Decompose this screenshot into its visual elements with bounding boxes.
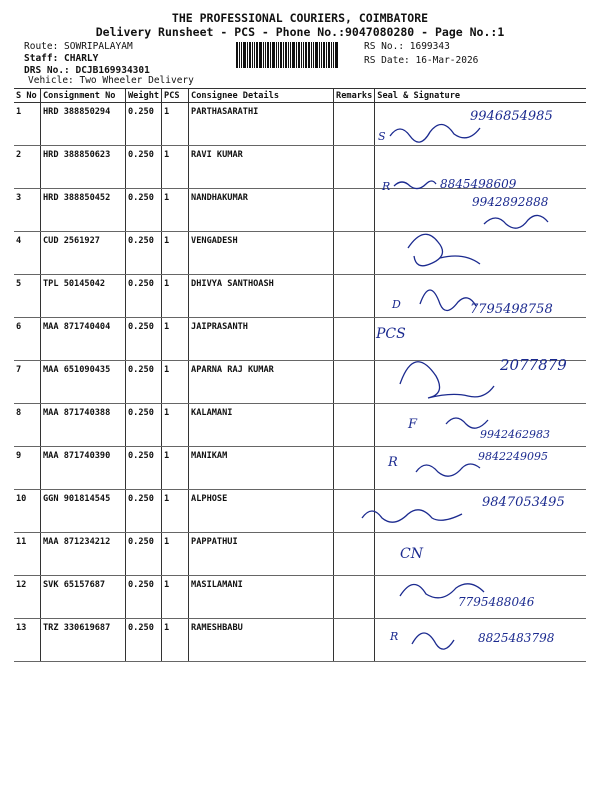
col-signature: Seal & Signature bbox=[375, 89, 586, 103]
cell-consignment: SVK 65157687 bbox=[41, 576, 126, 619]
cell-sno: 4 bbox=[14, 232, 41, 275]
barcode-bar bbox=[335, 42, 338, 68]
cell-signature bbox=[375, 361, 586, 404]
cell-sno: 1 bbox=[14, 103, 41, 146]
col-weight: Weight bbox=[126, 89, 162, 103]
barcode-bar bbox=[333, 42, 334, 68]
cell-remarks bbox=[334, 146, 375, 189]
cell-consignment: MAA 871740404 bbox=[41, 318, 126, 361]
cell-pcs: 1 bbox=[162, 447, 189, 490]
barcode-bar bbox=[283, 42, 284, 68]
runsheet-table bbox=[14, 88, 586, 662]
cell-remarks bbox=[334, 619, 375, 662]
cell-weight: 0.250 bbox=[126, 533, 162, 576]
signature-phone-3: 9942892888 bbox=[472, 195, 549, 209]
cell-remarks bbox=[334, 404, 375, 447]
cell-pcs: 1 bbox=[162, 318, 189, 361]
cell-consignment: HRD 388850452 bbox=[41, 189, 126, 232]
col-remarks: Remarks bbox=[334, 89, 375, 103]
col-sno: S No bbox=[14, 89, 41, 103]
signature-phone-10: 8825483798 bbox=[478, 631, 555, 645]
barcode-bar bbox=[249, 42, 251, 68]
cell-sno: 5 bbox=[14, 275, 41, 318]
cell-consignee: RAVI KUMAR bbox=[189, 146, 334, 189]
cell-signature bbox=[375, 576, 586, 619]
cell-signature bbox=[375, 103, 586, 146]
table-row bbox=[14, 404, 586, 447]
cell-consignment: TRZ 330619687 bbox=[41, 619, 126, 662]
col-pcs: PCS bbox=[162, 89, 189, 103]
barcode-bar bbox=[259, 42, 262, 68]
cell-pcs: 1 bbox=[162, 189, 189, 232]
cell-consignee: JAIPRASANTH bbox=[189, 318, 334, 361]
cell-weight: 0.250 bbox=[126, 447, 162, 490]
cell-signature bbox=[375, 404, 586, 447]
cell-remarks bbox=[334, 232, 375, 275]
cell-remarks bbox=[334, 275, 375, 318]
route-label: Route: SOWRIPALAYAM bbox=[24, 41, 133, 52]
table-row bbox=[14, 447, 586, 490]
cell-sno: 2 bbox=[14, 146, 41, 189]
cell-pcs: 1 bbox=[162, 361, 189, 404]
cell-consignee: VENGADESH bbox=[189, 232, 334, 275]
cell-remarks bbox=[334, 447, 375, 490]
cell-consignee: APARNA RAJ KUMAR bbox=[189, 361, 334, 404]
barcode-bar bbox=[263, 42, 264, 68]
cell-consignee: PAPPATHUI bbox=[189, 533, 334, 576]
cell-consignee: DHIVYA SANTHOASH bbox=[189, 275, 334, 318]
signature-phone-8: 9847053495 bbox=[482, 495, 565, 510]
cell-pcs: 1 bbox=[162, 103, 189, 146]
cell-pcs: 1 bbox=[162, 232, 189, 275]
cell-sno: 6 bbox=[14, 318, 41, 361]
drs-number: DRS No.: DCJB169934301 bbox=[24, 65, 150, 76]
signature-initial-5: F bbox=[408, 417, 418, 432]
table-row bbox=[14, 275, 586, 318]
cell-sno: 3 bbox=[14, 189, 41, 232]
cell-signature bbox=[375, 490, 586, 533]
cell-weight: 0.250 bbox=[126, 576, 162, 619]
cell-pcs: 1 bbox=[162, 490, 189, 533]
barcode-graphic bbox=[236, 42, 358, 68]
cell-signature bbox=[375, 619, 586, 662]
cell-remarks bbox=[334, 533, 375, 576]
signature-phone-6: 9942462983 bbox=[480, 428, 550, 441]
cell-sno: 8 bbox=[14, 404, 41, 447]
signature-initial-8: R bbox=[390, 630, 399, 643]
cell-signature bbox=[375, 275, 586, 318]
table-row bbox=[14, 232, 586, 275]
barcode-bar bbox=[241, 42, 242, 68]
rs-date: RS Date: 16-Mar-2026 bbox=[364, 55, 479, 66]
signature-phone-9: 7795488046 bbox=[458, 595, 535, 609]
barcode-bar bbox=[243, 42, 246, 68]
signature-phone-7: 9842249095 bbox=[478, 450, 548, 463]
cell-consignment: CUD 2561927 bbox=[41, 232, 126, 275]
barcode-bar bbox=[252, 42, 253, 68]
runsheet-subtitle: Delivery Runsheet - PCS - Phone No.:9047080280 - Page No.:1 bbox=[95, 25, 505, 39]
cell-signature bbox=[375, 533, 586, 576]
barcode-bar bbox=[276, 42, 277, 68]
signature-initial-6: R bbox=[388, 455, 398, 470]
cell-consignee: MANIKAM bbox=[189, 447, 334, 490]
barcode-bar bbox=[305, 42, 307, 68]
cell-consignee: KALAMANI bbox=[189, 404, 334, 447]
barcode-bar bbox=[290, 42, 291, 68]
signature-initial-3: D bbox=[392, 298, 401, 311]
cell-remarks bbox=[334, 490, 375, 533]
col-consignee: Consignee Details bbox=[189, 89, 334, 103]
cell-pcs: 1 bbox=[162, 404, 189, 447]
barcode-bar bbox=[239, 42, 240, 68]
staff-label: Staff: CHARLY bbox=[24, 53, 99, 64]
signature-initial-2: R bbox=[382, 180, 391, 193]
cell-weight: 0.250 bbox=[126, 404, 162, 447]
cell-signature bbox=[375, 318, 586, 361]
table-row bbox=[14, 533, 586, 576]
cell-consignment: MAA 871234212 bbox=[41, 533, 126, 576]
cell-sno: 11 bbox=[14, 533, 41, 576]
cell-pcs: 1 bbox=[162, 619, 189, 662]
table-row bbox=[14, 146, 586, 189]
barcode-bar bbox=[288, 42, 289, 68]
cell-weight: 0.250 bbox=[126, 361, 162, 404]
cell-weight: 0.250 bbox=[126, 232, 162, 275]
cell-consignment: TPL 50145042 bbox=[41, 275, 126, 318]
barcode-bar bbox=[326, 42, 327, 68]
cell-consignee: MASILAMANI bbox=[189, 576, 334, 619]
cell-remarks bbox=[334, 361, 375, 404]
barcode-bar bbox=[328, 42, 330, 68]
barcode-bar bbox=[323, 42, 325, 68]
signature-phone-1: 9946854985 bbox=[470, 109, 553, 124]
cell-weight: 0.250 bbox=[126, 490, 162, 533]
cell-consignment: GGN 901814545 bbox=[41, 490, 126, 533]
cell-remarks bbox=[334, 318, 375, 361]
table-row bbox=[14, 576, 586, 619]
signature-phone-5: 2077879 bbox=[500, 356, 567, 374]
vehicle-label: Vehicle: Two Wheeler Delivery bbox=[28, 75, 194, 86]
barcode-bar bbox=[267, 42, 269, 68]
barcode-bar bbox=[256, 42, 258, 68]
barcode-bar bbox=[270, 42, 271, 68]
barcode-bar bbox=[303, 42, 304, 68]
cell-pcs: 1 bbox=[162, 576, 189, 619]
cell-consignment: HRD 388850623 bbox=[41, 146, 126, 189]
cell-sno: 12 bbox=[14, 576, 41, 619]
cell-weight: 0.250 bbox=[126, 146, 162, 189]
table-header-row bbox=[14, 89, 586, 103]
cell-signature bbox=[375, 189, 586, 232]
table-row bbox=[14, 318, 586, 361]
signature-phone-4: 7795498758 bbox=[470, 302, 553, 317]
barcode-bar bbox=[292, 42, 295, 68]
barcode-bar bbox=[319, 42, 320, 68]
cell-sno: 10 bbox=[14, 490, 41, 533]
barcode-bar bbox=[298, 42, 300, 68]
signature-initial-4: PCS bbox=[376, 326, 406, 342]
cell-signature bbox=[375, 146, 586, 189]
table-row bbox=[14, 490, 586, 533]
signature-initial-7: CN bbox=[400, 546, 423, 562]
barcode-bar bbox=[308, 42, 310, 68]
cell-consignee: ALPHOSE bbox=[189, 490, 334, 533]
rs-number: RS No.: 1699343 bbox=[364, 41, 450, 52]
cell-consignment: MAA 871740388 bbox=[41, 404, 126, 447]
col-consignment: Consignment No bbox=[41, 89, 126, 103]
table-row bbox=[14, 619, 586, 662]
barcode-bar bbox=[311, 42, 312, 68]
cell-remarks bbox=[334, 103, 375, 146]
cell-weight: 0.250 bbox=[126, 103, 162, 146]
cell-sno: 9 bbox=[14, 447, 41, 490]
barcode-bar bbox=[313, 42, 314, 68]
company-title: THE PROFESSIONAL COURIERS, COIMBATORE bbox=[171, 11, 429, 25]
barcode-bar bbox=[296, 42, 297, 68]
cell-consignee: RAMESHBABU bbox=[189, 619, 334, 662]
cell-remarks bbox=[334, 189, 375, 232]
cell-pcs: 1 bbox=[162, 275, 189, 318]
cell-signature bbox=[375, 447, 586, 490]
barcode-bar bbox=[265, 42, 266, 68]
signature-phone-2: 8845498609 bbox=[440, 177, 517, 191]
cell-sno: 13 bbox=[14, 619, 41, 662]
cell-weight: 0.250 bbox=[126, 189, 162, 232]
barcode-bar bbox=[280, 42, 282, 68]
table-row bbox=[14, 189, 586, 232]
cell-consignee: NANDHAKUMAR bbox=[189, 189, 334, 232]
barcode-bar bbox=[331, 42, 332, 68]
cell-consignment: HRD 388850294 bbox=[41, 103, 126, 146]
cell-weight: 0.250 bbox=[126, 619, 162, 662]
table-row bbox=[14, 361, 586, 404]
cell-remarks bbox=[334, 576, 375, 619]
cell-consignee: PARTHASARATHI bbox=[189, 103, 334, 146]
barcode-bar bbox=[301, 42, 302, 68]
barcode-bar bbox=[254, 42, 255, 68]
cell-consignment: MAA 871740390 bbox=[41, 447, 126, 490]
cell-signature bbox=[375, 232, 586, 275]
cell-pcs: 1 bbox=[162, 533, 189, 576]
barcode-bar bbox=[321, 42, 322, 68]
signature-initial-1: S bbox=[378, 130, 386, 143]
cell-consignment: MAA 651090435 bbox=[41, 361, 126, 404]
barcode-bar bbox=[236, 42, 238, 68]
barcode-bar bbox=[315, 42, 318, 68]
barcode-bar bbox=[285, 42, 287, 68]
barcode-bar bbox=[278, 42, 279, 68]
barcode-bar bbox=[247, 42, 248, 68]
table-row bbox=[14, 103, 586, 146]
cell-weight: 0.250 bbox=[126, 275, 162, 318]
cell-sno: 7 bbox=[14, 361, 41, 404]
cell-pcs: 1 bbox=[162, 146, 189, 189]
barcode-bar bbox=[272, 42, 275, 68]
cell-weight: 0.250 bbox=[126, 318, 162, 361]
